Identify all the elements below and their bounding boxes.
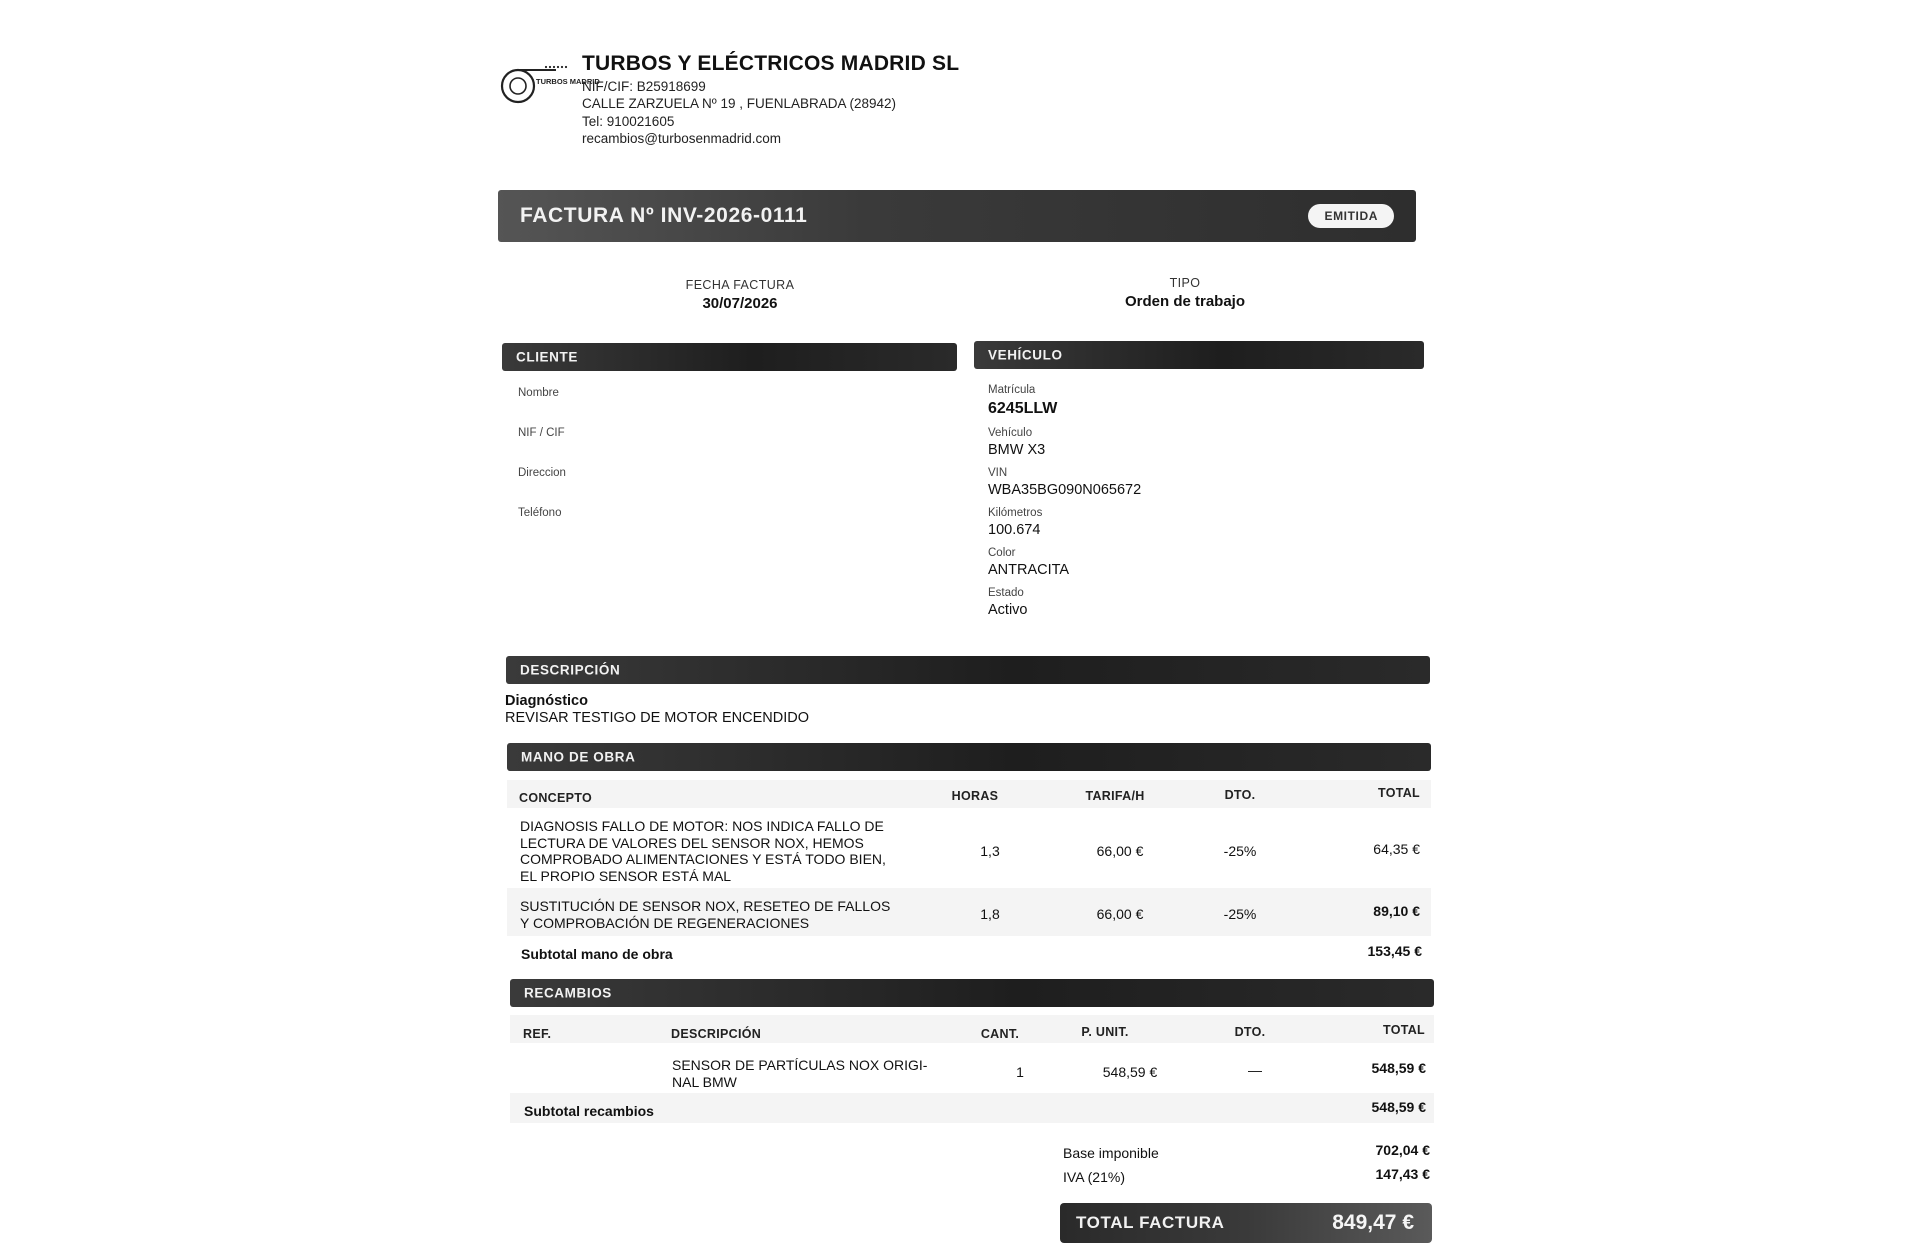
client-phone-label: Teléfono — [518, 507, 562, 519]
plate-label: Matrícula — [988, 384, 1036, 396]
labor-row-2-hours: 1,8 — [980, 906, 1000, 922]
parts-header-ref: REF. — [523, 1027, 552, 1041]
labor-header-total: TOTAL — [1377, 786, 1420, 800]
company-phone: Tel: 910021605 — [582, 114, 675, 129]
client-nif-label: NIF / CIF — [518, 427, 565, 439]
client-name-label: Nombre — [518, 387, 559, 399]
vin-value: WBA35BG090N065672 — [988, 482, 1142, 498]
logo-text: TURBOS MADRID — [536, 77, 600, 86]
parts-header-unit: P. UNIT. — [1081, 1025, 1129, 1039]
labor-row-1-discount: -25% — [1223, 843, 1257, 859]
state-value: Activo — [988, 602, 1028, 618]
invoice-type: Orden de trabajo — [1124, 293, 1246, 310]
parts-section-title: RECAMBIOS — [524, 985, 612, 1001]
parts-header-total: TOTAL — [1382, 1023, 1425, 1037]
total-bar — [1060, 1203, 1432, 1243]
base-value: 702,04 € — [1375, 1142, 1430, 1158]
labor-row-1-rate: 66,00 € — [1096, 843, 1144, 859]
status-badge: EMITIDA — [1308, 204, 1394, 228]
parts-row-1-unit: 548,59 € — [1102, 1064, 1158, 1080]
invoice-title: FACTURA Nº INV-2026-0111 — [520, 204, 808, 227]
parts-subtotal-label: Subtotal recambios — [524, 1103, 654, 1119]
labor-row-1-total: 64,35 € — [1373, 841, 1420, 857]
company-name: TURBOS Y ELÉCTRICOS MADRID SL — [582, 52, 960, 75]
color-value: ANTRACITA — [988, 562, 1070, 578]
labor-row-2-concept: SUSTITUCIÓN DE SENSOR NOX, RESETEO DE FALLOS Y COMPROBACIÓN DE REGENERACIONES — [520, 898, 891, 931]
company-nif: NIF/CIF: B25918699 — [582, 79, 706, 94]
client-section-bar — [502, 343, 957, 371]
model-value: BMW X3 — [988, 442, 1046, 458]
total-value: 849,47 € — [1332, 1211, 1414, 1234]
client-section-title: CLIENTE — [516, 349, 578, 365]
parts-row-1-discount: — — [1248, 1062, 1262, 1078]
vin-label: VIN — [988, 467, 1008, 479]
labor-subtotal-value: 153,45 € — [1367, 943, 1422, 959]
vat-label: IVA (21%) — [1063, 1169, 1125, 1185]
km-value: 100.674 — [988, 522, 1041, 538]
labor-row-2-rate: 66,00 € — [1096, 906, 1144, 922]
km-label: Kilómetros — [988, 507, 1043, 519]
description-section-bar — [506, 656, 1430, 684]
parts-row-1-total: 548,59 € — [1371, 1060, 1426, 1076]
labor-row-2-total: 89,10 € — [1373, 903, 1420, 919]
description-title: Diagnóstico — [505, 693, 588, 709]
company-address: CALLE ZARZUELA Nº 19 , FUENLABRADA (28942) — [582, 96, 897, 111]
labor-row-1-concept: DIAGNOSIS FALLO DE MOTOR: NOS INDICA FALLO DE LECTURA DE VALORES DEL SENSOR NOX, HEMOS COMPROBADO ALIMENTACIONES Y ESTÁ TODO BIEN, EL PROPIO SENSOR ESTÁ MAL — [520, 818, 886, 884]
total-label: TOTAL FACTURA — [1076, 1213, 1225, 1232]
date-label: FECHA FACTURA — [685, 278, 795, 292]
plate-value: 6245LLW — [988, 400, 1058, 417]
labor-header-concept: CONCEPTO — [519, 791, 593, 805]
parts-header-description: DESCRIPCIÓN — [671, 1027, 762, 1041]
company-email: recambios@turbosenmadrid.com — [582, 131, 782, 146]
client-address-label: Direccion — [518, 467, 566, 479]
labor-header-discount: DTO. — [1224, 788, 1256, 802]
labor-row-1-hours: 1,3 — [980, 843, 1000, 859]
description-text: REVISAR TESTIGO DE MOTOR ENCENDIDO — [505, 710, 810, 726]
description-section-title: DESCRIPCIÓN — [520, 662, 621, 678]
vehicle-section-bar — [974, 341, 1424, 369]
parts-subtotal-value: 548,59 € — [1371, 1099, 1426, 1115]
state-label: Estado — [988, 587, 1024, 599]
labor-section-bar — [507, 743, 1431, 771]
labor-row-2-discount: -25% — [1223, 906, 1257, 922]
parts-row-1-qty: 1 — [1016, 1064, 1024, 1080]
parts-header-discount: DTO. — [1234, 1025, 1266, 1039]
color-label: Color — [988, 547, 1016, 559]
labor-header-rate: TARIFA/H — [1085, 789, 1145, 803]
type-label: TIPO — [1169, 276, 1201, 290]
model-label: Vehículo — [988, 427, 1033, 439]
parts-header-qty: CANT. — [980, 1027, 1020, 1041]
company-logo — [496, 62, 600, 108]
invoice-date: 30/07/2026 — [702, 295, 778, 312]
labor-section-title: MANO DE OBRA — [521, 749, 636, 765]
labor-header-hours: HORAS — [951, 789, 999, 803]
base-label: Base imponible — [1063, 1145, 1159, 1161]
vehicle-section-title: VEHÍCULO — [988, 347, 1063, 363]
labor-subtotal-label: Subtotal mano de obra — [521, 946, 673, 962]
parts-row-1-description: SENSOR DE PARTÍCULAS NOX ORIGI- NAL BMW — [672, 1057, 928, 1090]
invoice-title-bar — [498, 190, 1416, 242]
parts-section-bar — [510, 979, 1434, 1007]
vat-value: 147,43 € — [1375, 1166, 1430, 1182]
